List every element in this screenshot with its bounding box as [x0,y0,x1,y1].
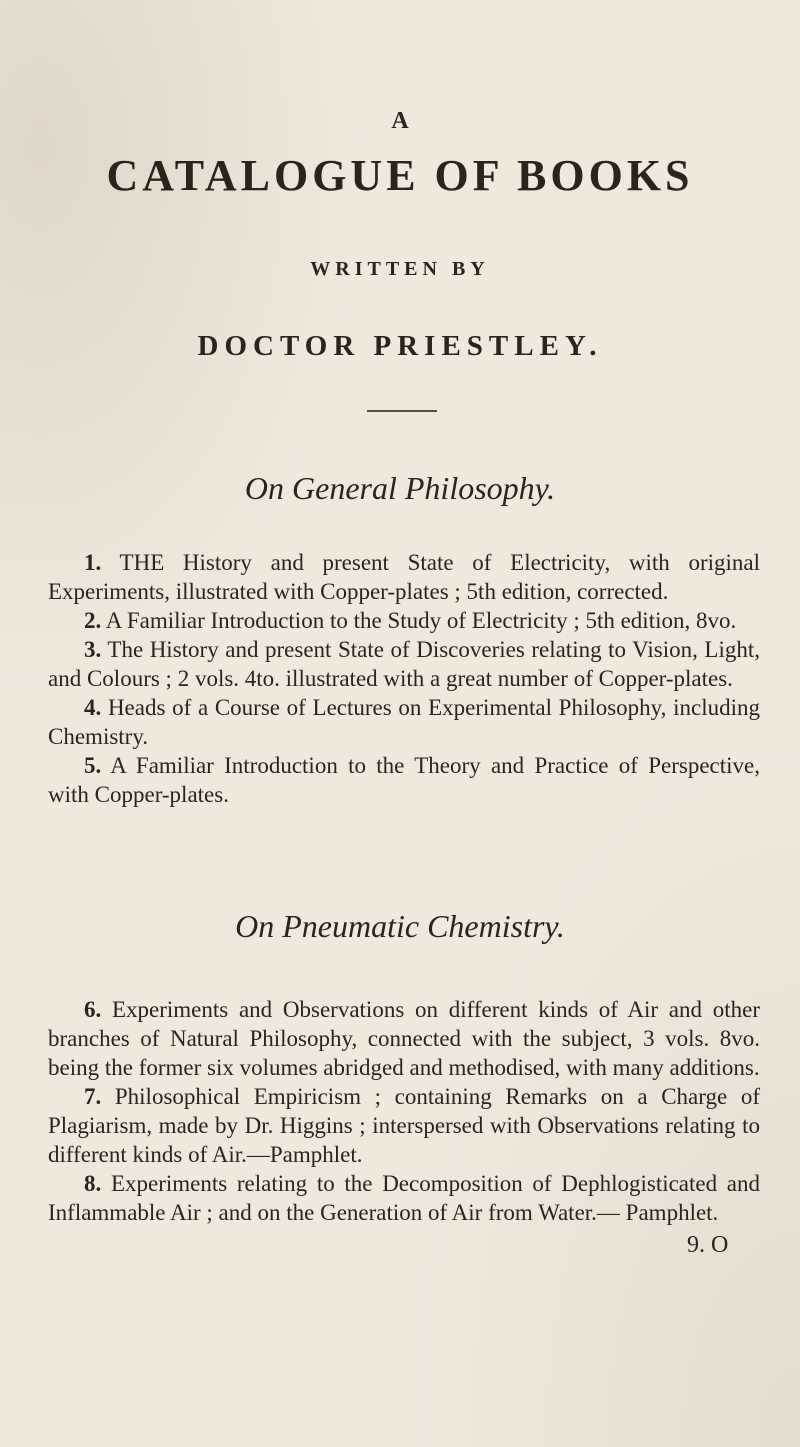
catalogue-entry [48,995,760,1082]
section-heading-pneumatic-chemistry: On Pneumatic Chemistry. [235,908,565,944]
entry-text: Philosophical Empiricism ; containing Remarks on a Charge of Plagiarism, made by Dr. Higgins ; interspersed with Observations relating to different kinds of Air.—Pamphlet. [48,1084,760,1167]
entry-number: 5. [84,753,102,778]
catalogue-entry [48,1082,760,1169]
byline: WRITTEN BY [310,258,490,280]
entry-text: The History and present State of Discoveries relating to Vision, Light, and Colours ; 2 vols. 4to. illustrated with a great number of Copper-plates. [48,637,760,691]
entry-list-general-philosophy [48,548,760,809]
entry-number: 3. [84,637,102,662]
author-name: DOCTOR PRIESTLEY. [197,330,603,362]
entry-number: 1. [84,550,102,575]
entry-text: Experiments and Observations on different kinds of Air and other branches of Natural Philosophy, connected with the subject, 3 vols. 8vo. being the former six volumes abridged and methodised, with many additions. [48,997,760,1080]
entry-number: 8. [84,1171,102,1196]
catalogue-entry [48,606,760,635]
entry-number: 6. [84,997,102,1022]
catalogue-entry [48,693,760,751]
catalogue-entry [48,548,760,606]
catalogue-entry [48,751,760,809]
page-title: CATALOGUE OF BOOKS [106,151,694,200]
entry-text: A Familiar Introduction to the Theory and Practice of Perspective, with Copper-plates. [48,753,761,807]
catalogue-entry [48,1169,760,1227]
entry-list-pneumatic-chemistry [48,995,760,1227]
catchword: 9. O [687,1232,729,1258]
entry-number: 7. [84,1084,102,1109]
entry-text: THE History and present State of Electricity, with original Experiments, illustrated with Copper-plates ; 5th edition, corrected. [48,550,760,604]
entry-number: 4. [84,695,102,720]
catalogue-entry [48,635,760,693]
signature-mark: A [391,108,409,134]
entry-text: Experiments relating to the Decomposition of Dephlogisticated and Inflammable Air ; and on the Generation of Air from Water.— Pamphlet. [48,1171,761,1225]
section-heading-general-philosophy: On General Philosophy. [244,470,556,506]
entry-number: 2. [84,608,102,633]
entry-text: Heads of a Course of Lectures on Experimental Philosophy, including Chemistry. [48,695,761,749]
divider-rule [367,410,437,412]
entry-text: A Familiar Introduction to the Study of Electricity ; 5th edition, 8vo. [105,608,737,633]
